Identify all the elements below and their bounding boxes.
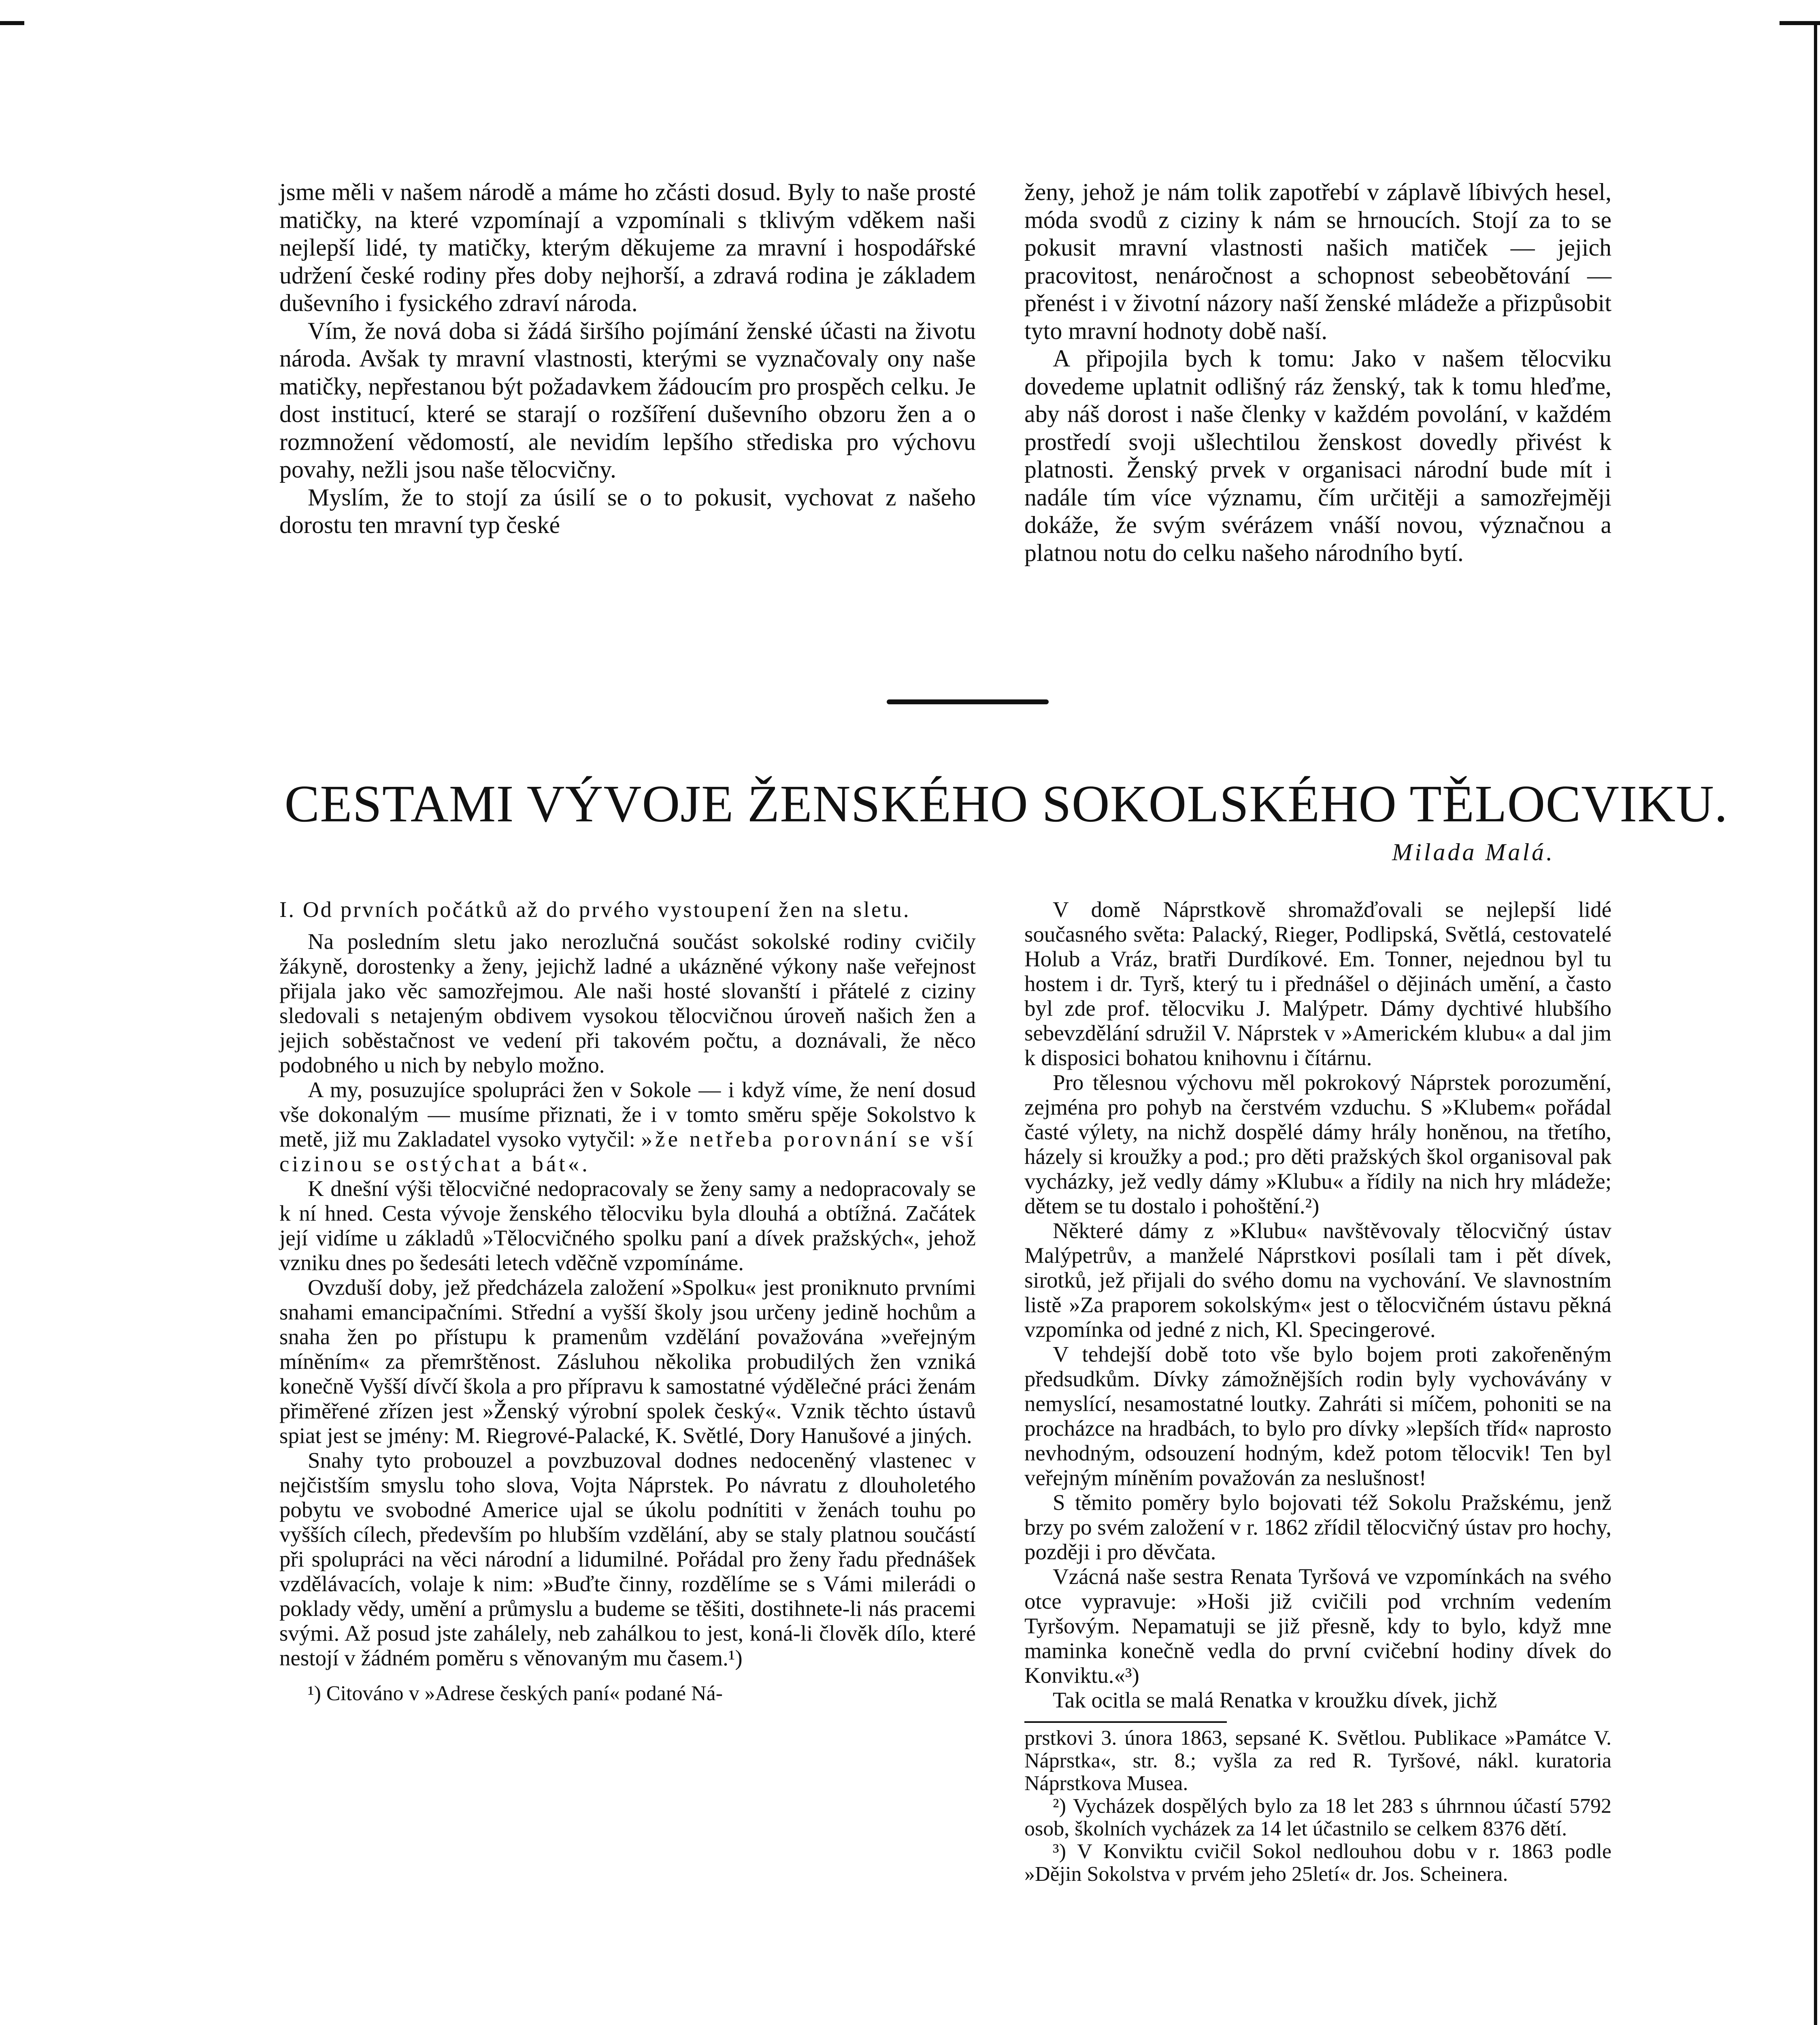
paragraph: K dnešní výši tělocvičné nedopracovaly se ženy samy a nedopracovaly se k ní hned. Cesta vývoje ženského tělocviku byla dlouhá a obtížná. Začátek její vidíme u základů »Tělocvičného spolku paní a dívek pražských«, jehož vzniku dnes po šedesáti letech vděčně vzpomínáme. [279, 1176, 976, 1275]
article-title: CESTAMI VÝVOJE ŽENSKÉHO SOKOLSKÉHO TĚLOCVIKU. [284, 775, 1728, 833]
paragraph: Vzácná naše sestra Renata Tyršová ve vzpomínkách na svého otce vypravuje: »Hoši již cvičili pod vrchním vedením Tyršovým. Nepamatuji se již přesně, kdy to bylo, když mne maminka konečně vedla do první cvičební hodiny dívek do Konviktu.«³) [1024, 1564, 1611, 1688]
scan-border-right [1814, 21, 1817, 2025]
top-right-column [1024, 178, 1611, 567]
footnote: ²) Vycházek dospělých bylo za 18 let 283 s úhrnnou účastí 5792 osob, školních vycházek za 14 let účastnilo se celkem 8376 dětí. [1024, 1795, 1611, 1840]
article-right-column [1024, 897, 1611, 1886]
paragraph: Snahy tyto probouzel a povzbuzoval dodnes nedoceněný vlastenec v nejčistším smyslu toho slova, Vojta Náprstek. Po návratu z dlouholetého pobytu ve svobodné Americe ujal se úkolu podnítiti v ženách touhu po vyšších cílech, především po hlubším vzdělání, aby se staly platnou součástí při spolupráci na věci národní a lidumilné. Pořádal pro ženy řadu přednášek vzdělávacích, volaje k nim: »Buďte činny, rozdělíme se s Vámi milerádi o poklady vědy, umění a průmyslu a budeme se těšiti, dostihnete-li nás pracemi svými. Až posud jste zahálely, neb zahálkou to jest, koná-li člověk dílo, které nestojí v žádném poměru s věnovaným mu časem.¹) [279, 1448, 976, 1670]
section-heading: I. Od prvních počátků až do prvého vystoupení žen na sletu. [279, 897, 911, 922]
section-divider [887, 699, 1049, 704]
article-left-column [279, 897, 976, 1705]
paragraph: jsme měli v našem národě a máme ho zčásti dosud. Byly to naše prosté matičky, na které vzpomínají a vzpomínali s tklivým vděkem naši nejlepší lidé, ty matičky, kterým děkujeme za mravní i hospodářské udržení české rodiny přes doby nejhorší, a zdravá rodina je základem duševního i fysického zdraví národa. [279, 179, 976, 316]
paragraph: Na posledním sletu jako nerozlučná součást sokolské rodiny cvičily žákyně, dorostenky a ženy, jejichž ladné a ukázněné výkony naše veřejnost přijala jako věc samozřejmou. Ale naši hosté slovanští i přátelé z ciziny sledovali s netajeným obdivem vysokou tělocvičnou úroveň našich žen a jejich soběstačnost ve vedení při takovém počtu, a doznávali, že něco podobného u nich by nebylo možno. [279, 929, 976, 1077]
paragraph: Vím, že nová doba si žádá širšího pojímání ženské účasti na životu národa. Avšak ty mravní vlastnosti, kterými se vyznačovaly ony naše matičky, nepřestanou být požadavkem žádoucím pro prospěch celku. Je dost institucí, které se starají o rozšíření duševního obzoru žen a o rozmnožení vědomostí, ale nevidím lepšího střediska pro výchovu povahy, nežli jsou naše tělocvičny. [279, 317, 976, 483]
footnote-rule [1024, 1721, 1227, 1723]
footnote: ¹) Citováno v »Adrese českých paní« podané Ná- [308, 1682, 723, 1705]
footnote: ³) V Konviktu cvičil Sokol nedlouhou dobu v r. 1863 podle »Dějin Sokolstva v prvém jeho 25letí« dr. Jos. Scheinera. [1024, 1840, 1611, 1886]
footnotes-right [1024, 1721, 1611, 1886]
paragraph: Pro tělesnou výchovu měl pokrokový Náprstek porozumění, zejména pro pohyb na čerstvém vzduchu. S »Klubem« pořádal časté výlety, na nichž dospělé dámy hrály honěnou, na třetího, házely si kroužky a pod.; pro děti pražských škol organisoval pak vycházky, jež vedly dámy »Klubu« a řídily na nich hry mládeže; dětem se tu dostalo i pohoštění.²) [1024, 1070, 1611, 1218]
spaced-quote: »že netřeba porovnání se vší cizinou se ostýchat a bát«. [279, 1127, 976, 1176]
paragraph: V domě Náprstkově shromažďovali se nejlepší lidé současného světa: Palacký, Rieger, Podlipská, Světlá, cestovatelé Holub a Vráz, bratři Durdíkové. Em. Tonner, nejednou byl tu hostem i dr. Tyrš, který tu i přednášel o dějinách umění, a často byl zde prof. tělocviku J. Malýpetr. Dámy dychtivé hlubšího sebevzdělání sdružil V. Náprstek v »Americkém klubu« a dal jim k disposici bohatou knihovnu i čítárnu. [1024, 897, 1611, 1070]
paragraph: Některé dámy z »Klubu« navštěvovaly tělocvičný ústav Malýpetrův, a manželé Náprstkovi posílali tam i pět dívek, sirotků, jež přijali do svého domu na vychování. Ve slavnostním listě »Za praporem sokolským« jest o tělocvičném ústavu pěkná vzpomínka od jedné z nich, Kl. Specingerové. [1024, 1218, 1611, 1342]
footnotes-left [279, 1670, 976, 1705]
paragraph: A připojila bych k tomu: Jako v našem tělocviku dovedeme uplatnit odlišný ráz ženský, tak k tomu hleďme, aby náš dorost i naše členky v každém povolání, v každém prostředí svoji ušlechtilou ženskost dovedly přivést k platnosti. Ženský prvek v organisaci národní bude mít i nadále tím více významu, čím určitěji a samozřejměji dokáže, že svým svérázem vnáší novou, význačnou a platnou notu do celku našeho národního bytí. [1024, 345, 1611, 566]
paragraph: Tak ocitla se malá Renatka v kroužku dívek, jichž [1053, 1688, 1497, 1712]
paragraph: V tehdejší době toto vše bylo bojem proti zakořeněným předsudkům. Dívky zámožnějších rodin byly vychovávány v nemyslící, nesamostatné loutky. Zahráti si míčem, pohoniti se na procházce na hradbách, to bylo pro dívky »lepších tříd« naprosto nevhodným, odsouzení hodným, kdež potom tělocvik! Ten byl veřejným míněním považován za neslušnost! [1024, 1342, 1611, 1490]
footnote: prstkovi 3. února 1863, sepsané K. Světlou. Publikace »Památce V. Náprstka«, str. 8.; vyšla za red R. Tyršové, nákl. kuratoria Náprstkova Musea. [1024, 1727, 1611, 1795]
scan-border-top-left [0, 21, 24, 25]
document-page [279, 178, 1728, 2025]
top-left-column [279, 178, 976, 539]
article-author: Milada Malá. [1392, 839, 1555, 865]
paragraph-text: A my, posuzujíce spolupráci žen v Sokole — i když víme, že není dosud vše dokonalým — musíme přiznati, že i v tomto směru spěje Sokolstvo k metě, již mu Zakladatel vysoko vytyčil: [279, 1077, 976, 1151]
paragraph: ženy, jehož je nám tolik zapotřebí v záplavě líbivých hesel, móda svodů z ciziny k nám se hrnoucích. Stojí za to se pokusit mravní vlastnosti našich matiček — jejich pracovitost, nenáročnost a schopnost sebeobětování — přenést i v životní názory naší ženské mládeže a přizpůsobit tyto mravní hodnoty době naší. [1024, 179, 1611, 344]
paragraph: Myslím, že to stojí za úsilí se o to pokusit, vychovat z našeho dorostu ten mravní typ české [279, 484, 976, 538]
paragraph: S těmito poměry bylo bojovati též Sokolu Pražskému, jenž brzy po svém založení v r. 1862 zřídil tělocvičný ústav pro hochy, později i pro děvčata. [1024, 1490, 1611, 1564]
paragraph: Ovzduší doby, jež předcházela založení »Spolku« jest proniknuto prvními snahami emancipačními. Střední a vyšší školy jsou určeny jedině hochům a snaha žen po přístupu k pramenům vzdělání považována »veřejným míněním« za přemrštěnost. Zásluhou několika probudilých žen vzniká konečně Vyšší dívčí škola a pro přípravu k samostatné výdělečné práci ženám přiměřené zřízen jest »Ženský výrobní spolek český«. Vznik těchto ústavů spiat jest se jmény: M. Riegrové-Palacké, K. Světlé, Dory Hanušové a jiných. [279, 1275, 976, 1448]
paragraph [279, 1077, 976, 1176]
